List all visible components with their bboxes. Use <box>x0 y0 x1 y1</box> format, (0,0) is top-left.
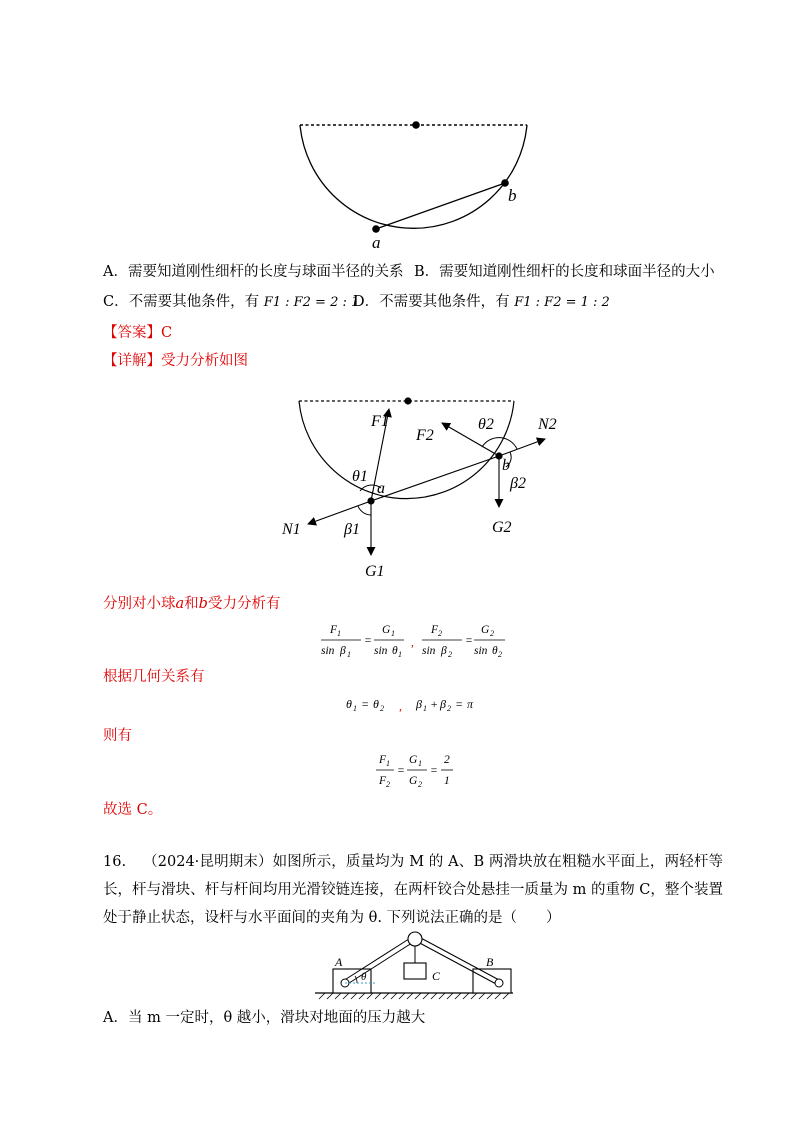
var-b: b <box>198 596 208 612</box>
force-analysis-figure <box>270 385 580 585</box>
label-mass-c: C <box>432 969 441 983</box>
svg-text:F: F <box>379 775 387 787</box>
svg-text:sin: sin <box>321 645 335 657</box>
option-b: B．需要知道刚性细杆的长度和球面半径的大小 <box>414 264 715 280</box>
svg-text:sin: sin <box>474 645 488 657</box>
conclusion: 故选 C。 <box>103 802 163 818</box>
angle-label-beta1: β1 <box>344 521 360 538</box>
option-d-formula: F1 : F2 = 1 : 2 <box>514 295 610 310</box>
svg-text:2: 2 <box>448 650 452 659</box>
force-label-n2: N2 <box>538 416 557 433</box>
svg-text:π: π <box>467 697 474 711</box>
svg-text:=: = <box>364 635 372 647</box>
svg-text:+: + <box>430 697 439 711</box>
svg-text:1: 1 <box>353 704 357 713</box>
svg-text:1: 1 <box>391 629 395 638</box>
label-block-b: B <box>486 955 494 969</box>
svg-text:,: , <box>399 699 402 713</box>
svg-text:,: , <box>411 637 414 649</box>
answer-line <box>103 323 172 343</box>
equation-2 <box>344 692 484 716</box>
equation-3 <box>374 748 464 790</box>
option-c <box>103 292 359 313</box>
svg-text:G: G <box>409 775 418 787</box>
force-label-g1: G1 <box>365 563 385 580</box>
svg-text:2: 2 <box>444 754 450 766</box>
question-16 <box>103 848 723 932</box>
force-label-f1: F1 <box>371 413 389 430</box>
svg-text:=: = <box>465 635 473 647</box>
var-a: a <box>175 596 185 612</box>
svg-text:sin: sin <box>422 645 436 657</box>
detail-text: 受力分析如图 <box>161 353 248 369</box>
svg-text:G: G <box>382 624 391 636</box>
angle-label-theta1: θ1 <box>352 468 368 485</box>
analysis-line-2: 根据几何关系有 <box>103 669 205 685</box>
svg-text:θ: θ <box>373 697 379 711</box>
svg-text:=: = <box>455 697 464 711</box>
svg-text:1: 1 <box>418 759 422 768</box>
svg-text:F: F <box>330 624 338 636</box>
question-16-option-a: A．当 m 一定时，θ 越小，滑块对地面的压力越大 <box>103 1010 426 1026</box>
svg-text:2: 2 <box>490 629 494 638</box>
svg-text:θ: θ <box>492 645 498 657</box>
angle-label-theta2: θ2 <box>478 416 494 433</box>
svg-text:=: = <box>430 765 438 777</box>
svg-text:2: 2 <box>386 780 390 789</box>
svg-text:2: 2 <box>418 780 422 789</box>
equation-1 <box>318 618 518 660</box>
force-label-g2: G2 <box>492 519 512 536</box>
analysis-text-1: 分别对小球 <box>103 596 176 612</box>
option-a: A．需要知道刚性细杆的长度与球面半径的关系 <box>103 264 404 280</box>
svg-text:2: 2 <box>447 704 451 713</box>
detail-line <box>103 351 248 371</box>
svg-text:1: 1 <box>444 775 450 787</box>
svg-text:β: β <box>441 645 447 657</box>
svg-text:2: 2 <box>380 704 384 713</box>
analysis-line-3: 则有 <box>103 728 132 744</box>
option-c-formula: F1 : F2 = 2 : 1 <box>263 295 360 310</box>
angle-label-beta2: β2 <box>510 475 526 492</box>
svg-text:=: = <box>361 697 370 711</box>
answer-value: C <box>161 325 173 341</box>
force-label-f2: F2 <box>416 427 434 444</box>
option-d <box>353 292 610 313</box>
force-label-n1: N1 <box>282 521 301 538</box>
answer-label: 【答案】 <box>103 325 161 341</box>
svg-text:1: 1 <box>347 650 351 659</box>
sliders-rod-figure <box>315 925 515 1000</box>
option-d-text: D．不需要其他条件，有 <box>353 294 510 310</box>
analysis-text-1c: 受力分析有 <box>207 596 281 612</box>
svg-text:β: β <box>440 697 446 711</box>
label-theta: θ <box>361 971 367 983</box>
point-label-a: a <box>377 480 385 497</box>
label-b: b <box>508 186 517 205</box>
svg-text:2: 2 <box>498 650 502 659</box>
svg-text:=: = <box>397 765 405 777</box>
svg-text:β: β <box>340 645 346 657</box>
svg-text:F: F <box>431 624 439 636</box>
svg-text:1: 1 <box>386 759 390 768</box>
point-label-b: b <box>502 457 510 474</box>
hemisphere-rod-figure <box>290 95 540 255</box>
svg-text:β: β <box>416 697 422 711</box>
svg-text:1: 1 <box>337 629 341 638</box>
svg-text:1: 1 <box>398 650 402 659</box>
label-a: a <box>372 233 381 252</box>
svg-text:G: G <box>481 624 490 636</box>
svg-text:F: F <box>379 754 387 766</box>
svg-text:G: G <box>409 754 418 766</box>
question-number: 16. <box>103 854 127 870</box>
svg-text:2: 2 <box>438 629 442 638</box>
detail-label: 【详解】 <box>103 353 161 369</box>
svg-text:sin: sin <box>374 645 388 657</box>
analysis-text-1b: 和 <box>184 596 199 612</box>
svg-text:θ: θ <box>392 645 398 657</box>
option-c-text: C．不需要其他条件，有 <box>103 294 260 310</box>
question-text: （2024·昆明期末）如图所示，质量均为 M 的 A、B 两滑块放在粗糙水平面上，两轻杆等长，杆与滑块、杆与杆间均用光滑铰链连接，在两杆铰合处悬挂一质量为 m 的重物 C，整个装置处于静止状态，设杆与水平面间的夹角为 θ. 下列说法正确的是（ ） <box>103 854 723 926</box>
analysis-line-1 <box>103 594 280 614</box>
svg-text:θ: θ <box>346 697 352 711</box>
svg-text:1: 1 <box>423 704 427 713</box>
label-block-a: A <box>335 955 343 969</box>
